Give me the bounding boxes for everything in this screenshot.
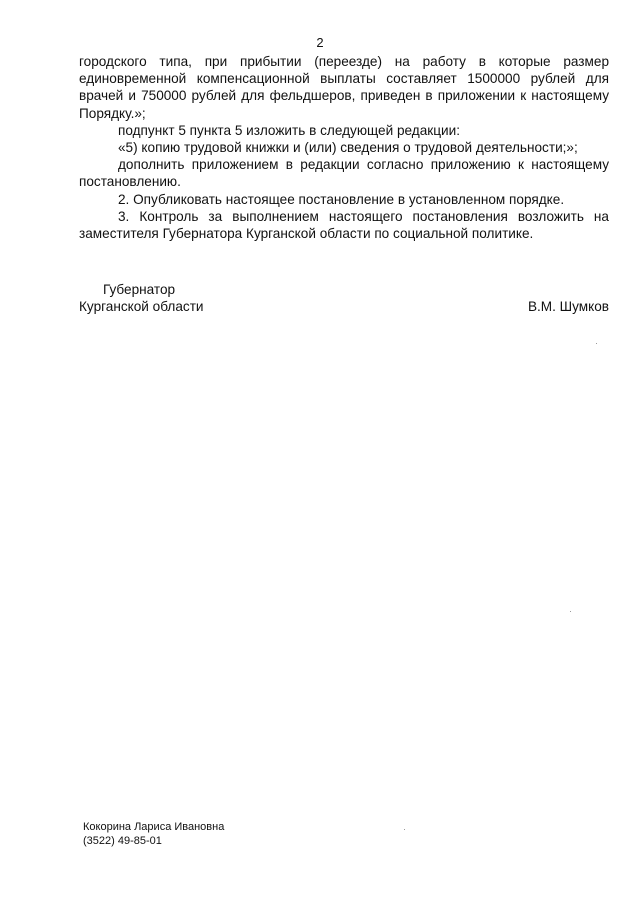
paragraph-clause-3: 3. Контроль за выполнением настоящего постановления возложить на заместителя Губернатора Курганской области по социальной политике. [79,208,609,242]
signature-block [79,281,609,321]
paragraph-subclause-intro: подпункт 5 пункта 5 изложить в следующей редакции: [118,122,460,138]
scan-speck [596,343,597,344]
signatory-position-line1: Губернатор [103,282,176,297]
executor-phone: (3522) 49-85-01 [83,834,162,847]
paragraph-subclause-text: «5) копию трудовой книжки и (или) сведения о трудовой деятельности;»; [118,140,578,156]
scan-speck [570,611,571,612]
executor-name: Кокорина Лариса Ивановна [83,821,225,833]
page-number: 2 [316,35,324,50]
scan-speck [404,829,405,830]
signatory-name: В.М. Шумков [527,299,609,314]
paragraph-appendix: дополнить приложением в редакции согласно приложению к настоящему постановлению. [79,157,609,190]
signatory-position-line2: Курганской области [79,299,204,314]
paragraph-clause-2: 2. Опубликовать настоящее постановление в установленном порядке. [118,191,565,207]
executor-block [83,821,224,848]
paragraph-continuation: городского типа, при прибытии (переезде) на работу в которые размер единовременной компенсационной выплаты составляет 1500000 рублей для врачей и 750000 рублей для фельдшеров, приведен в приложении к настоящему Порядку.»; [79,54,609,121]
document-body [79,53,609,242]
